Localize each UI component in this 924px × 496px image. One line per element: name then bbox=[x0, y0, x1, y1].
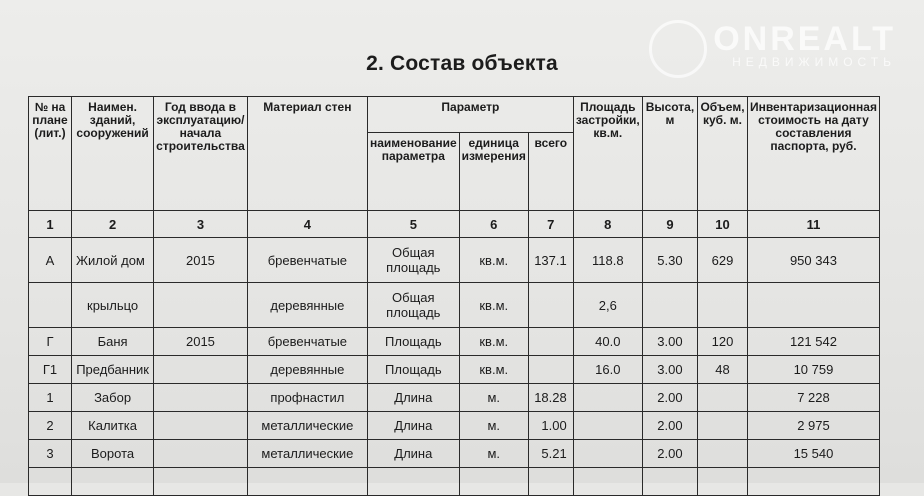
cell-material: деревянные bbox=[247, 356, 367, 384]
header-volume: Объем, куб. м. bbox=[698, 97, 748, 211]
col-number: 4 bbox=[247, 211, 367, 238]
cell-lit: 1 bbox=[29, 384, 72, 412]
cell-lit: 2 bbox=[29, 412, 72, 440]
col-number: 10 bbox=[698, 211, 748, 238]
cell-material: бревенчатые bbox=[247, 328, 367, 356]
table-row-empty bbox=[29, 468, 880, 496]
cell-year: 2015 bbox=[154, 238, 248, 283]
header-param-name: наименование параметра bbox=[368, 133, 460, 211]
empty-cell bbox=[368, 468, 460, 496]
col-number: 6 bbox=[459, 211, 528, 238]
col-number: 1 bbox=[29, 211, 72, 238]
cell-material: деревянные bbox=[247, 283, 367, 328]
cell-volume bbox=[698, 440, 748, 468]
cell-cost: 2 975 bbox=[747, 412, 879, 440]
empty-cell bbox=[72, 468, 154, 496]
table-row bbox=[29, 384, 880, 412]
empty-cell bbox=[698, 468, 748, 496]
cell-material: металлические bbox=[247, 440, 367, 468]
empty-cell bbox=[247, 468, 367, 496]
empty-cell bbox=[459, 468, 528, 496]
cell-unit: кв.м. bbox=[459, 283, 528, 328]
cell-param: Длина bbox=[368, 384, 460, 412]
cell-unit: кв.м. bbox=[459, 238, 528, 283]
cell-unit: м. bbox=[459, 384, 528, 412]
cell-volume: 120 bbox=[698, 328, 748, 356]
cell-cost: 7 228 bbox=[747, 384, 879, 412]
cell-total bbox=[528, 328, 573, 356]
cell-unit: м. bbox=[459, 440, 528, 468]
cell-lit bbox=[29, 283, 72, 328]
empty-cell bbox=[747, 468, 879, 496]
col-number: 2 bbox=[72, 211, 154, 238]
cell-area: 2,6 bbox=[573, 283, 642, 328]
table-row bbox=[29, 356, 880, 384]
table-row bbox=[29, 440, 880, 468]
cell-material: металлические bbox=[247, 412, 367, 440]
empty-cell bbox=[154, 468, 248, 496]
cell-name: крыльцо bbox=[72, 283, 154, 328]
cell-unit: кв.м. bbox=[459, 328, 528, 356]
cell-year bbox=[154, 440, 248, 468]
cell-area bbox=[573, 384, 642, 412]
cell-volume bbox=[698, 412, 748, 440]
col-number: 11 bbox=[747, 211, 879, 238]
cell-area bbox=[573, 412, 642, 440]
cell-total: 1.00 bbox=[528, 412, 573, 440]
cell-param: Длина bbox=[368, 412, 460, 440]
cell-volume: 48 bbox=[698, 356, 748, 384]
cell-year bbox=[154, 384, 248, 412]
cell-total: 5.21 bbox=[528, 440, 573, 468]
cell-name: Предбанник bbox=[72, 356, 154, 384]
cell-unit: кв.м. bbox=[459, 356, 528, 384]
cell-cost: 121 542 bbox=[747, 328, 879, 356]
cell-param: Площадь bbox=[368, 328, 460, 356]
cell-year: 2015 bbox=[154, 328, 248, 356]
cell-lit: Г1 bbox=[29, 356, 72, 384]
column-number-row bbox=[29, 211, 880, 238]
cell-cost: 15 540 bbox=[747, 440, 879, 468]
header-cost: Инвентаризационная стоимость на дату составления паспорта, руб. bbox=[747, 97, 879, 211]
header-row-1 bbox=[29, 97, 880, 133]
watermark-sub: НЕДВИЖИМОСТЬ bbox=[732, 55, 896, 69]
cell-param: Площадь bbox=[368, 356, 460, 384]
cell-height: 2.00 bbox=[642, 412, 697, 440]
cell-name: Баня bbox=[72, 328, 154, 356]
cell-cost bbox=[747, 283, 879, 328]
cell-material: профнастил bbox=[247, 384, 367, 412]
cell-name: Жилой дом bbox=[72, 238, 154, 283]
cell-height: 3.00 bbox=[642, 356, 697, 384]
empty-cell bbox=[29, 468, 72, 496]
table-row bbox=[29, 412, 880, 440]
cell-year bbox=[154, 283, 248, 328]
cell-param: Длина bbox=[368, 440, 460, 468]
header-param-total: всего bbox=[528, 133, 573, 211]
cell-total: 18.28 bbox=[528, 384, 573, 412]
empty-cell bbox=[573, 468, 642, 496]
cell-total bbox=[528, 283, 573, 328]
cell-name: Калитка bbox=[72, 412, 154, 440]
cell-area: 118.8 bbox=[573, 238, 642, 283]
cell-material: бревенчатые bbox=[247, 238, 367, 283]
header-year: Год ввода в эксплуатацию/ начала строительства bbox=[154, 97, 248, 211]
empty-cell bbox=[528, 468, 573, 496]
cell-cost: 950 343 bbox=[747, 238, 879, 283]
header-material: Материал стен bbox=[247, 97, 367, 211]
col-number: 5 bbox=[368, 211, 460, 238]
table-row bbox=[29, 283, 880, 328]
header-area: Площадь застройки, кв.м. bbox=[573, 97, 642, 211]
cell-lit: А bbox=[29, 238, 72, 283]
cell-area bbox=[573, 440, 642, 468]
cell-height: 5.30 bbox=[642, 238, 697, 283]
table-row bbox=[29, 328, 880, 356]
empty-cell bbox=[642, 468, 697, 496]
cell-year bbox=[154, 356, 248, 384]
cell-param: Общая площадь bbox=[368, 238, 460, 283]
watermark-name: ONREALT bbox=[713, 20, 896, 58]
cell-height bbox=[642, 283, 697, 328]
header-name: Наимен. зданий, сооружений bbox=[72, 97, 154, 211]
object-composition-table bbox=[28, 96, 880, 496]
cell-area: 16.0 bbox=[573, 356, 642, 384]
cell-param: Общая площадь bbox=[368, 283, 460, 328]
header-height: Высота, м bbox=[642, 97, 697, 211]
cell-lit: 3 bbox=[29, 440, 72, 468]
header-lit: № на плане (лит.) bbox=[29, 97, 72, 211]
col-number: 8 bbox=[573, 211, 642, 238]
cell-name: Забор bbox=[72, 384, 154, 412]
cell-lit: Г bbox=[29, 328, 72, 356]
cell-unit: м. bbox=[459, 412, 528, 440]
cell-height: 2.00 bbox=[642, 440, 697, 468]
table-row bbox=[29, 238, 880, 283]
section-title: 2. Состав объекта bbox=[366, 52, 558, 75]
cell-area: 40.0 bbox=[573, 328, 642, 356]
cell-volume: 629 bbox=[698, 238, 748, 283]
cell-name: Ворота bbox=[72, 440, 154, 468]
cell-total bbox=[528, 356, 573, 384]
col-number: 9 bbox=[642, 211, 697, 238]
cell-volume bbox=[698, 283, 748, 328]
cell-cost: 10 759 bbox=[747, 356, 879, 384]
cell-height: 2.00 bbox=[642, 384, 697, 412]
header-param-unit: единица измерения bbox=[459, 133, 528, 211]
col-number: 3 bbox=[154, 211, 248, 238]
cell-total: 137.1 bbox=[528, 238, 573, 283]
header-param-group: Параметр bbox=[368, 97, 574, 133]
cell-height: 3.00 bbox=[642, 328, 697, 356]
cell-volume bbox=[698, 384, 748, 412]
cell-year bbox=[154, 412, 248, 440]
col-number: 7 bbox=[528, 211, 573, 238]
